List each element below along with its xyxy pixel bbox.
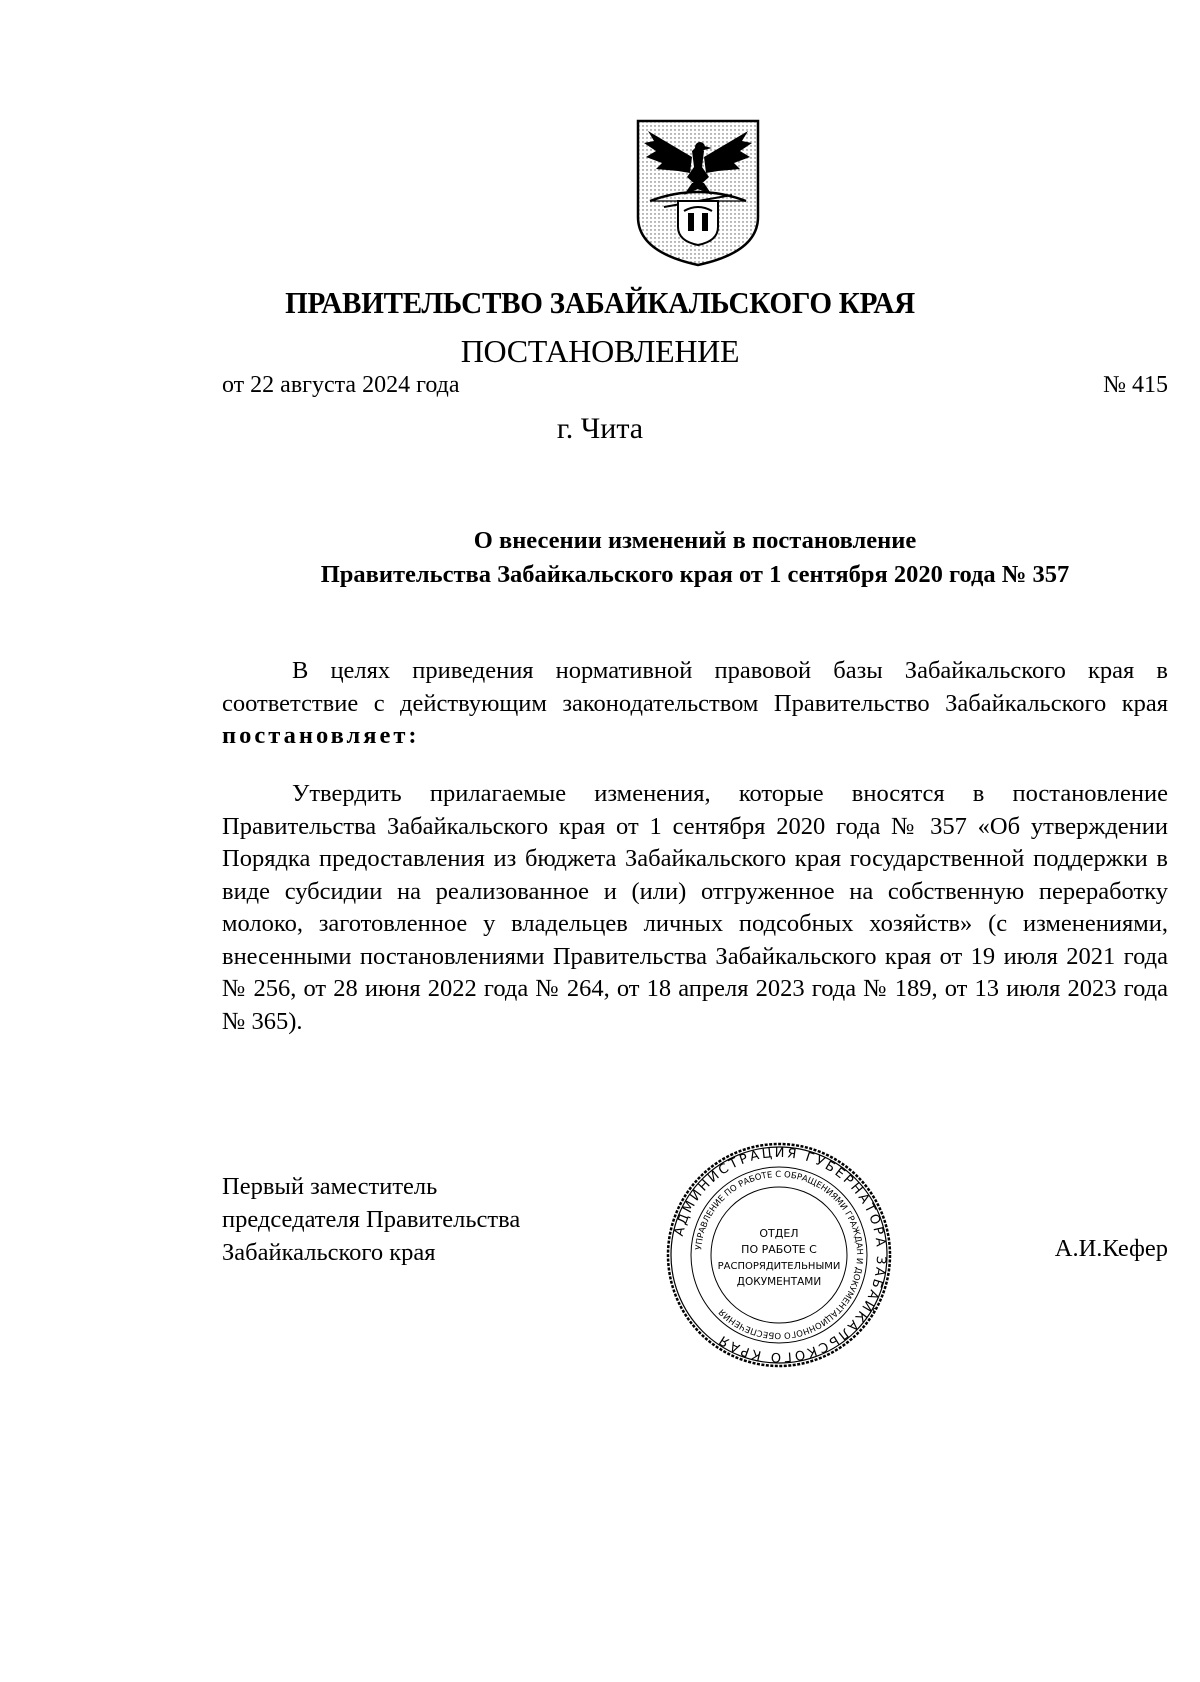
stamp-center-line-3: РАСПОРЯДИТЕЛЬНЫМИ [717, 1261, 841, 1272]
document-number: № 415 [1103, 372, 1168, 398]
stamp-center-line-2: ПО РАБОТЕ С [741, 1243, 817, 1256]
stamp-outer-text: АДМИНИСТРАЦИЯ ГУБЕРНАТОРА ЗАБАЙКАЛЬСКОГО КРАЯ [671, 1145, 889, 1365]
position-line-2: председателя Правительства [222, 1206, 521, 1233]
paragraph-resolution [222, 778, 1168, 1038]
document-title [222, 524, 1168, 592]
paragraph-preamble [222, 655, 1168, 753]
signatory-name: А.И.Кефер [1054, 1235, 1168, 1262]
document-type: ПОСТАНОВЛЕНИЕ [460, 333, 740, 369]
stamp-center-line-4: ДОКУМЕНТАМИ [736, 1276, 822, 1288]
position-line-3: Забайкальского края [222, 1239, 436, 1266]
preamble-text: В целях приведения нормативной правовой базы Забайкальского края в соответствие с действующим законодательством Правительство Забайкальского края [222, 657, 1168, 717]
resolves-keyword: постановляет: [222, 722, 420, 749]
coat-of-arms-icon [634, 117, 762, 267]
title-line-2: Правительства Забайкальского края от 1 сентября 2020 года № 357 [320, 561, 1070, 588]
stamp-center-line-1: ОТДЕЛ [759, 1227, 799, 1240]
document-city: г. Чита [556, 412, 644, 445]
signatory-position [222, 1170, 520, 1269]
position-line-1: Первый заместитель [222, 1173, 438, 1200]
official-stamp [664, 1140, 894, 1370]
title-line-1: О внесении изменений в постановление [473, 527, 917, 554]
government-name: ПРАВИТЕЛЬСТВО ЗАБАЙКАЛЬСКОГО КРАЯ [285, 285, 915, 320]
document-date: от 22 августа 2024 года [222, 372, 460, 398]
resolution-text: Утвердить прилагаемые изменения, которые вносятся в постановление Правительства Забайкальского края от 1 сентября 2020 года № 357 «Об утверждении Порядка предоставления из бюджета Забайкальского края государственной поддержки в виде субсидии на реализованное и (или) отгруженное на собственную переработку молоко, заготовленное у владельцев личных подсобных хозяйств» (с изменениями, внесенными постановлениями Правительства Забайкальского края от 19 июля 2021 года № 256, от 28 июня 2022 года № 264, от 18 апреля 2023 года № 189, от 13 июля 2023 года № 365). [222, 780, 1168, 1035]
stamp-ring-text: УПРАВЛЕНИЕ ПО РАБОТЕ С ОБРАЩЕНИЯМИ ГРАЖДАН И ДОКУМЕНТАЦИОННОГО ОБЕСПЕЧЕНИЯ [694, 1169, 865, 1341]
